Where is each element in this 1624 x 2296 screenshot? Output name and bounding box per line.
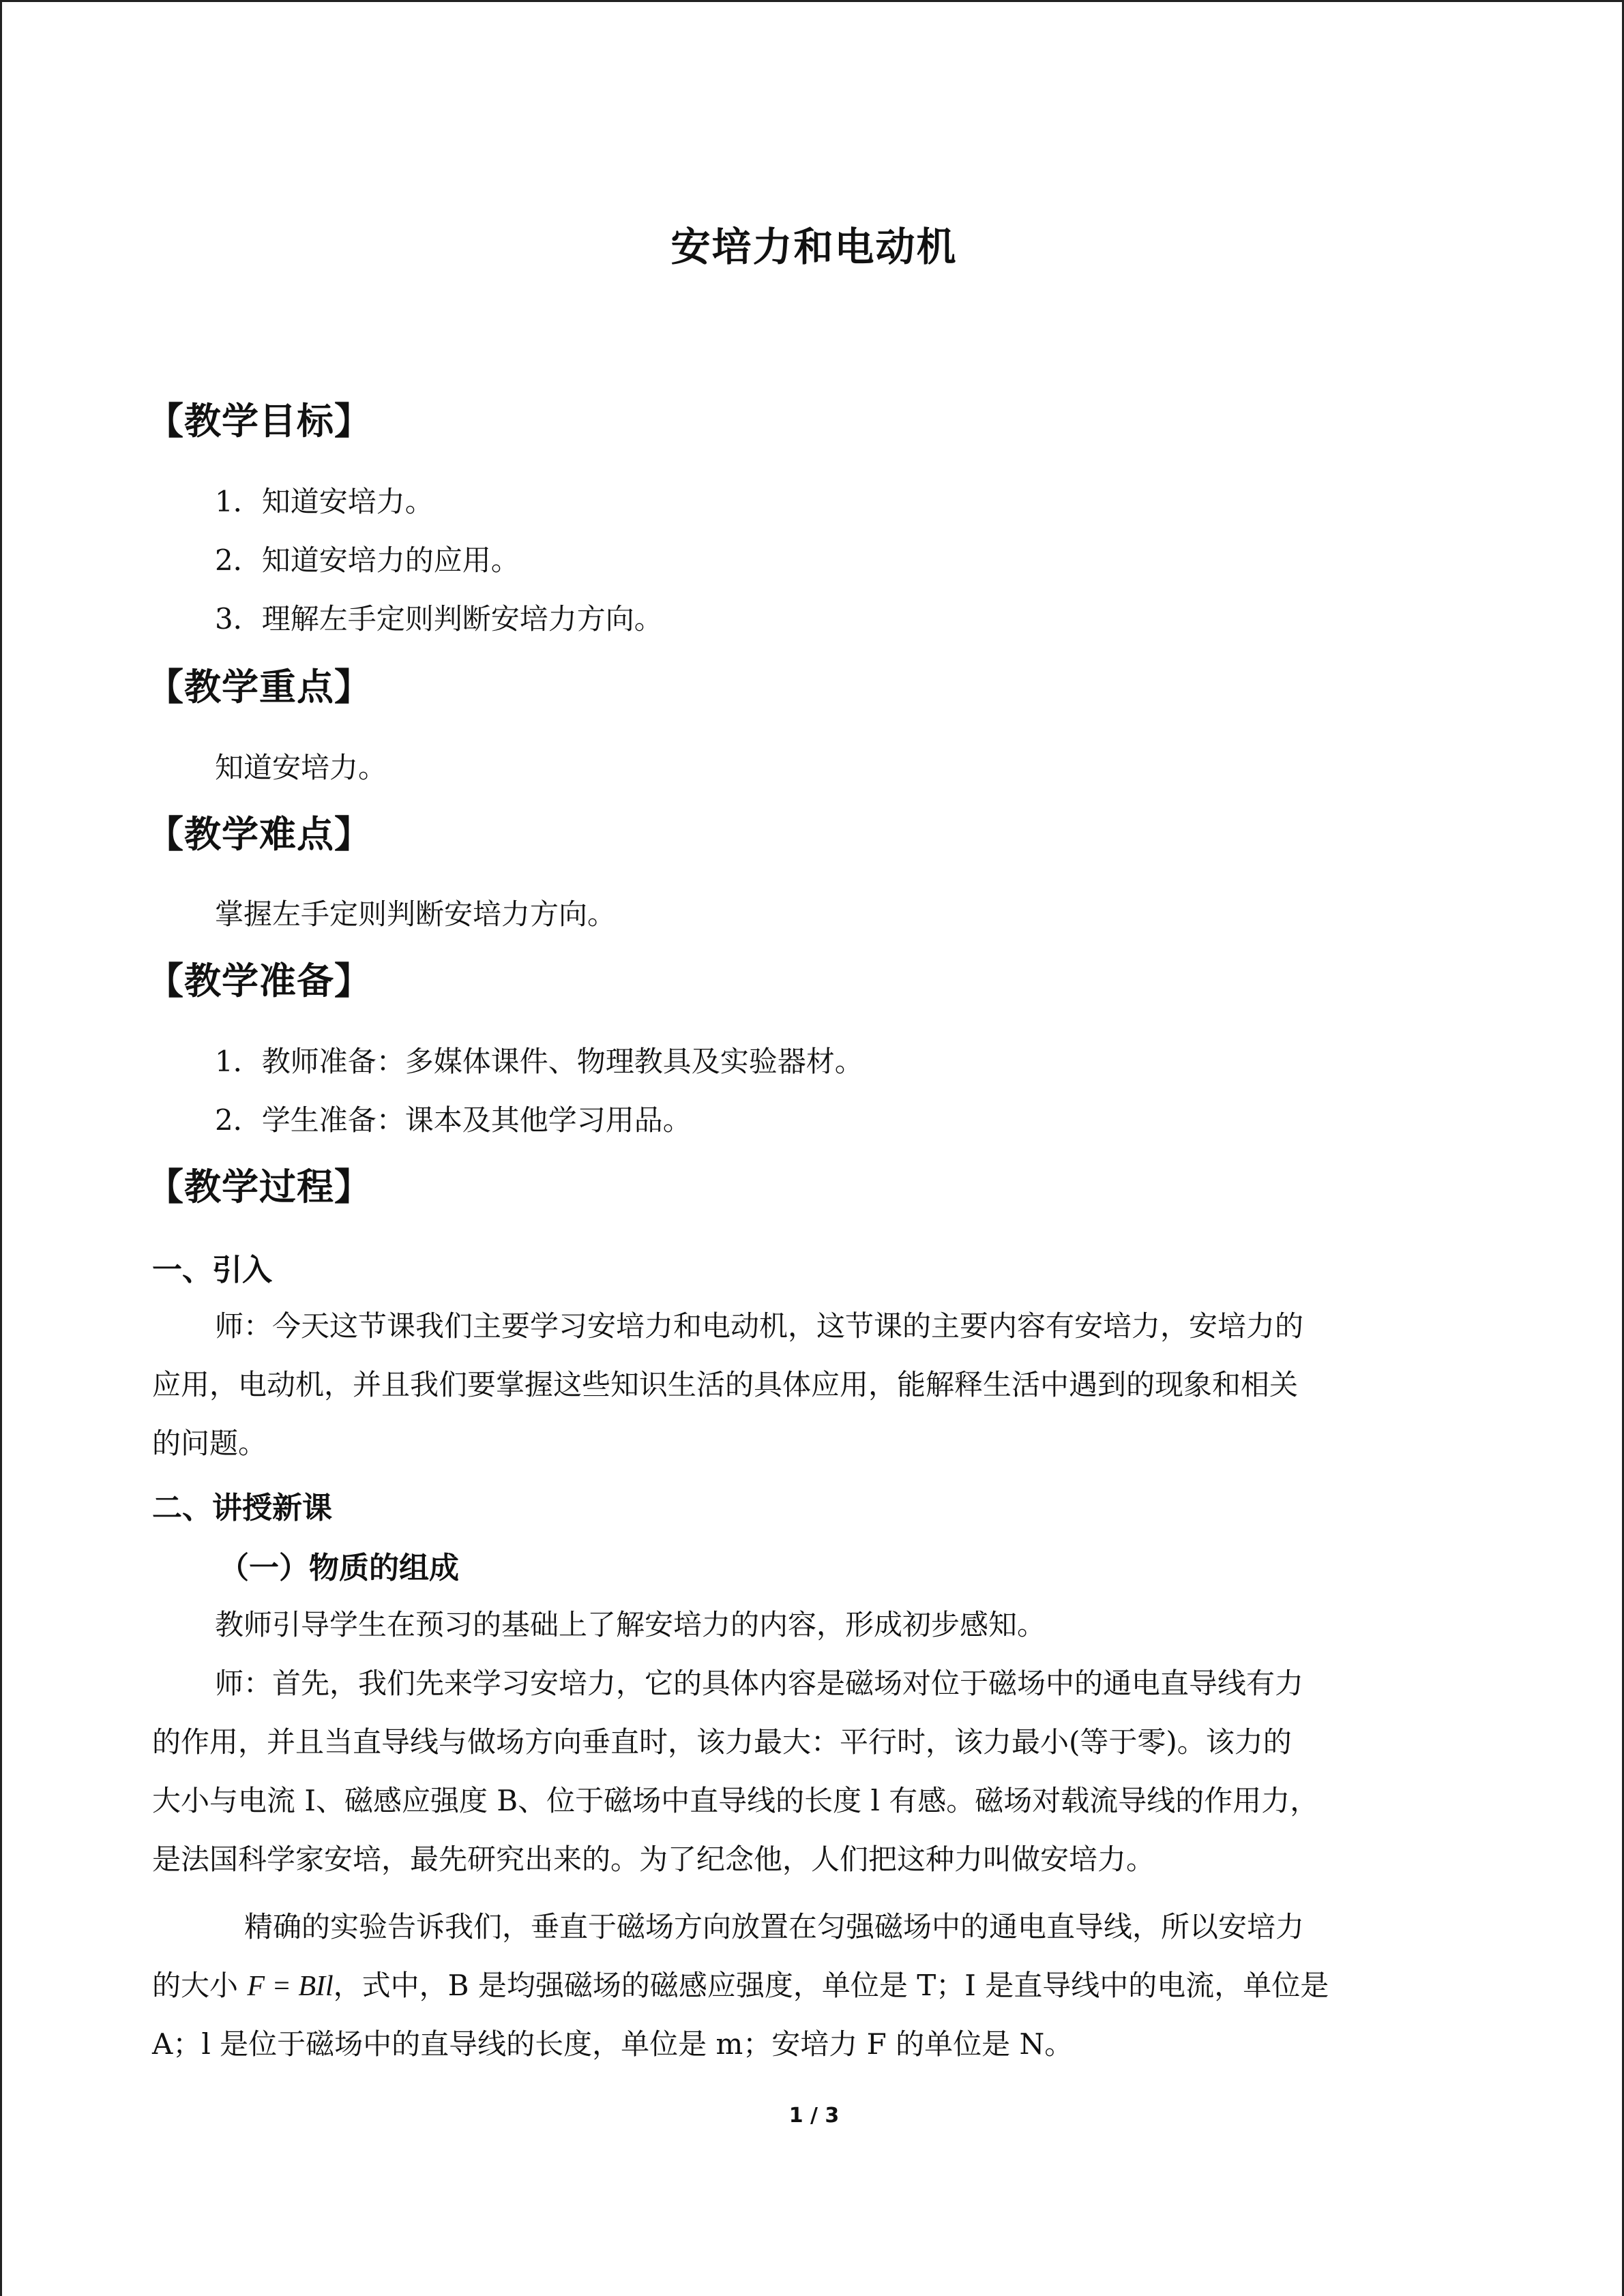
new-lesson-subheading: （一）物质的组成 xyxy=(219,1551,459,1585)
page-number: 1 / 3 xyxy=(788,2104,840,2128)
preparation-item-1: 1．教师准备：多媒体课件、物理教具及实验器材。 xyxy=(215,1045,863,1078)
intro-line-3: 的问题。 xyxy=(152,1427,267,1460)
objective-item-3: 3．理解左手定则判断安培力方向。 xyxy=(215,602,663,636)
lesson-para-2-line-4: 是法国科学家安培，最先研究出来的。为了纪念他，人们把这种力叫做安培力。 xyxy=(152,1843,1155,1876)
preparation-heading: 【教学准备】 xyxy=(147,959,372,1002)
lesson-para-3-line-1: 精确的实验告诉我们，垂直于磁场方向放置在匀强磁场中的通电直导线，所以安培力 xyxy=(244,1910,1305,1943)
intro-heading: 一、引入 xyxy=(152,1253,272,1287)
page-title: 安培力和电动机 xyxy=(670,224,958,270)
lesson-para-2-line-2: 的作用，并且当直导线与做场方向垂直时，该力最大：平行时，该力最小(等于零)。该力的 xyxy=(152,1725,1292,1759)
lesson-para-2-line-3: 大小与电流 I、磁感应强度 B、位于磁场中直导线的长度 l 有感。磁场对载流导线的作用力， xyxy=(152,1784,1319,1817)
process-heading: 【教学过程】 xyxy=(147,1165,372,1208)
formula-suffix: ，式中，B 是均强磁场的磁感应强度，单位是 T；I 是直导线中的电流，单位是 xyxy=(333,1969,1329,2002)
intro-line-1: 师：今天这节课我们主要学习安培力和电动机，这节课的主要内容有安培力，安培力的 xyxy=(215,1309,1304,1343)
lesson-para-1: 教师引导学生在预习的基础上了解安培力的内容，形成初步感知。 xyxy=(215,1608,1046,1641)
ampere-force-formula: F = BIl xyxy=(247,1971,334,2002)
difficulties-heading: 【教学难点】 xyxy=(147,813,372,856)
objective-item-1: 1．知道安培力。 xyxy=(215,485,434,518)
preparation-item-2: 2．学生准备：课本及其他学习用品。 xyxy=(215,1103,692,1137)
lesson-para-3-line-3: A；l 是位于磁场中的直导线的长度，单位是 m；安培力 F 的单位是 N。 xyxy=(152,2027,1074,2061)
difficulties-text: 掌握左手定则判断安培力方向。 xyxy=(215,897,617,931)
lesson-para-3-line-2 xyxy=(152,1963,1329,2004)
new-lesson-heading: 二、讲授新课 xyxy=(152,1491,332,1525)
intro-line-2: 应用，电动机，并且我们要掌握这些知识生活的具体应用，能解释生活中遇到的现象和相关 xyxy=(152,1368,1299,1401)
lesson-para-2-line-1: 师：首先，我们先来学习安培力，它的具体内容是磁场对位于磁场中的通电直导线有力 xyxy=(215,1667,1304,1700)
key-points-text: 知道安培力。 xyxy=(215,751,387,784)
key-points-heading: 【教学重点】 xyxy=(147,666,372,709)
formula-prefix: 的大小 xyxy=(152,1969,248,2002)
objective-item-2: 2．知道安培力的应用。 xyxy=(215,543,520,577)
objectives-heading: 【教学目标】 xyxy=(147,400,372,443)
